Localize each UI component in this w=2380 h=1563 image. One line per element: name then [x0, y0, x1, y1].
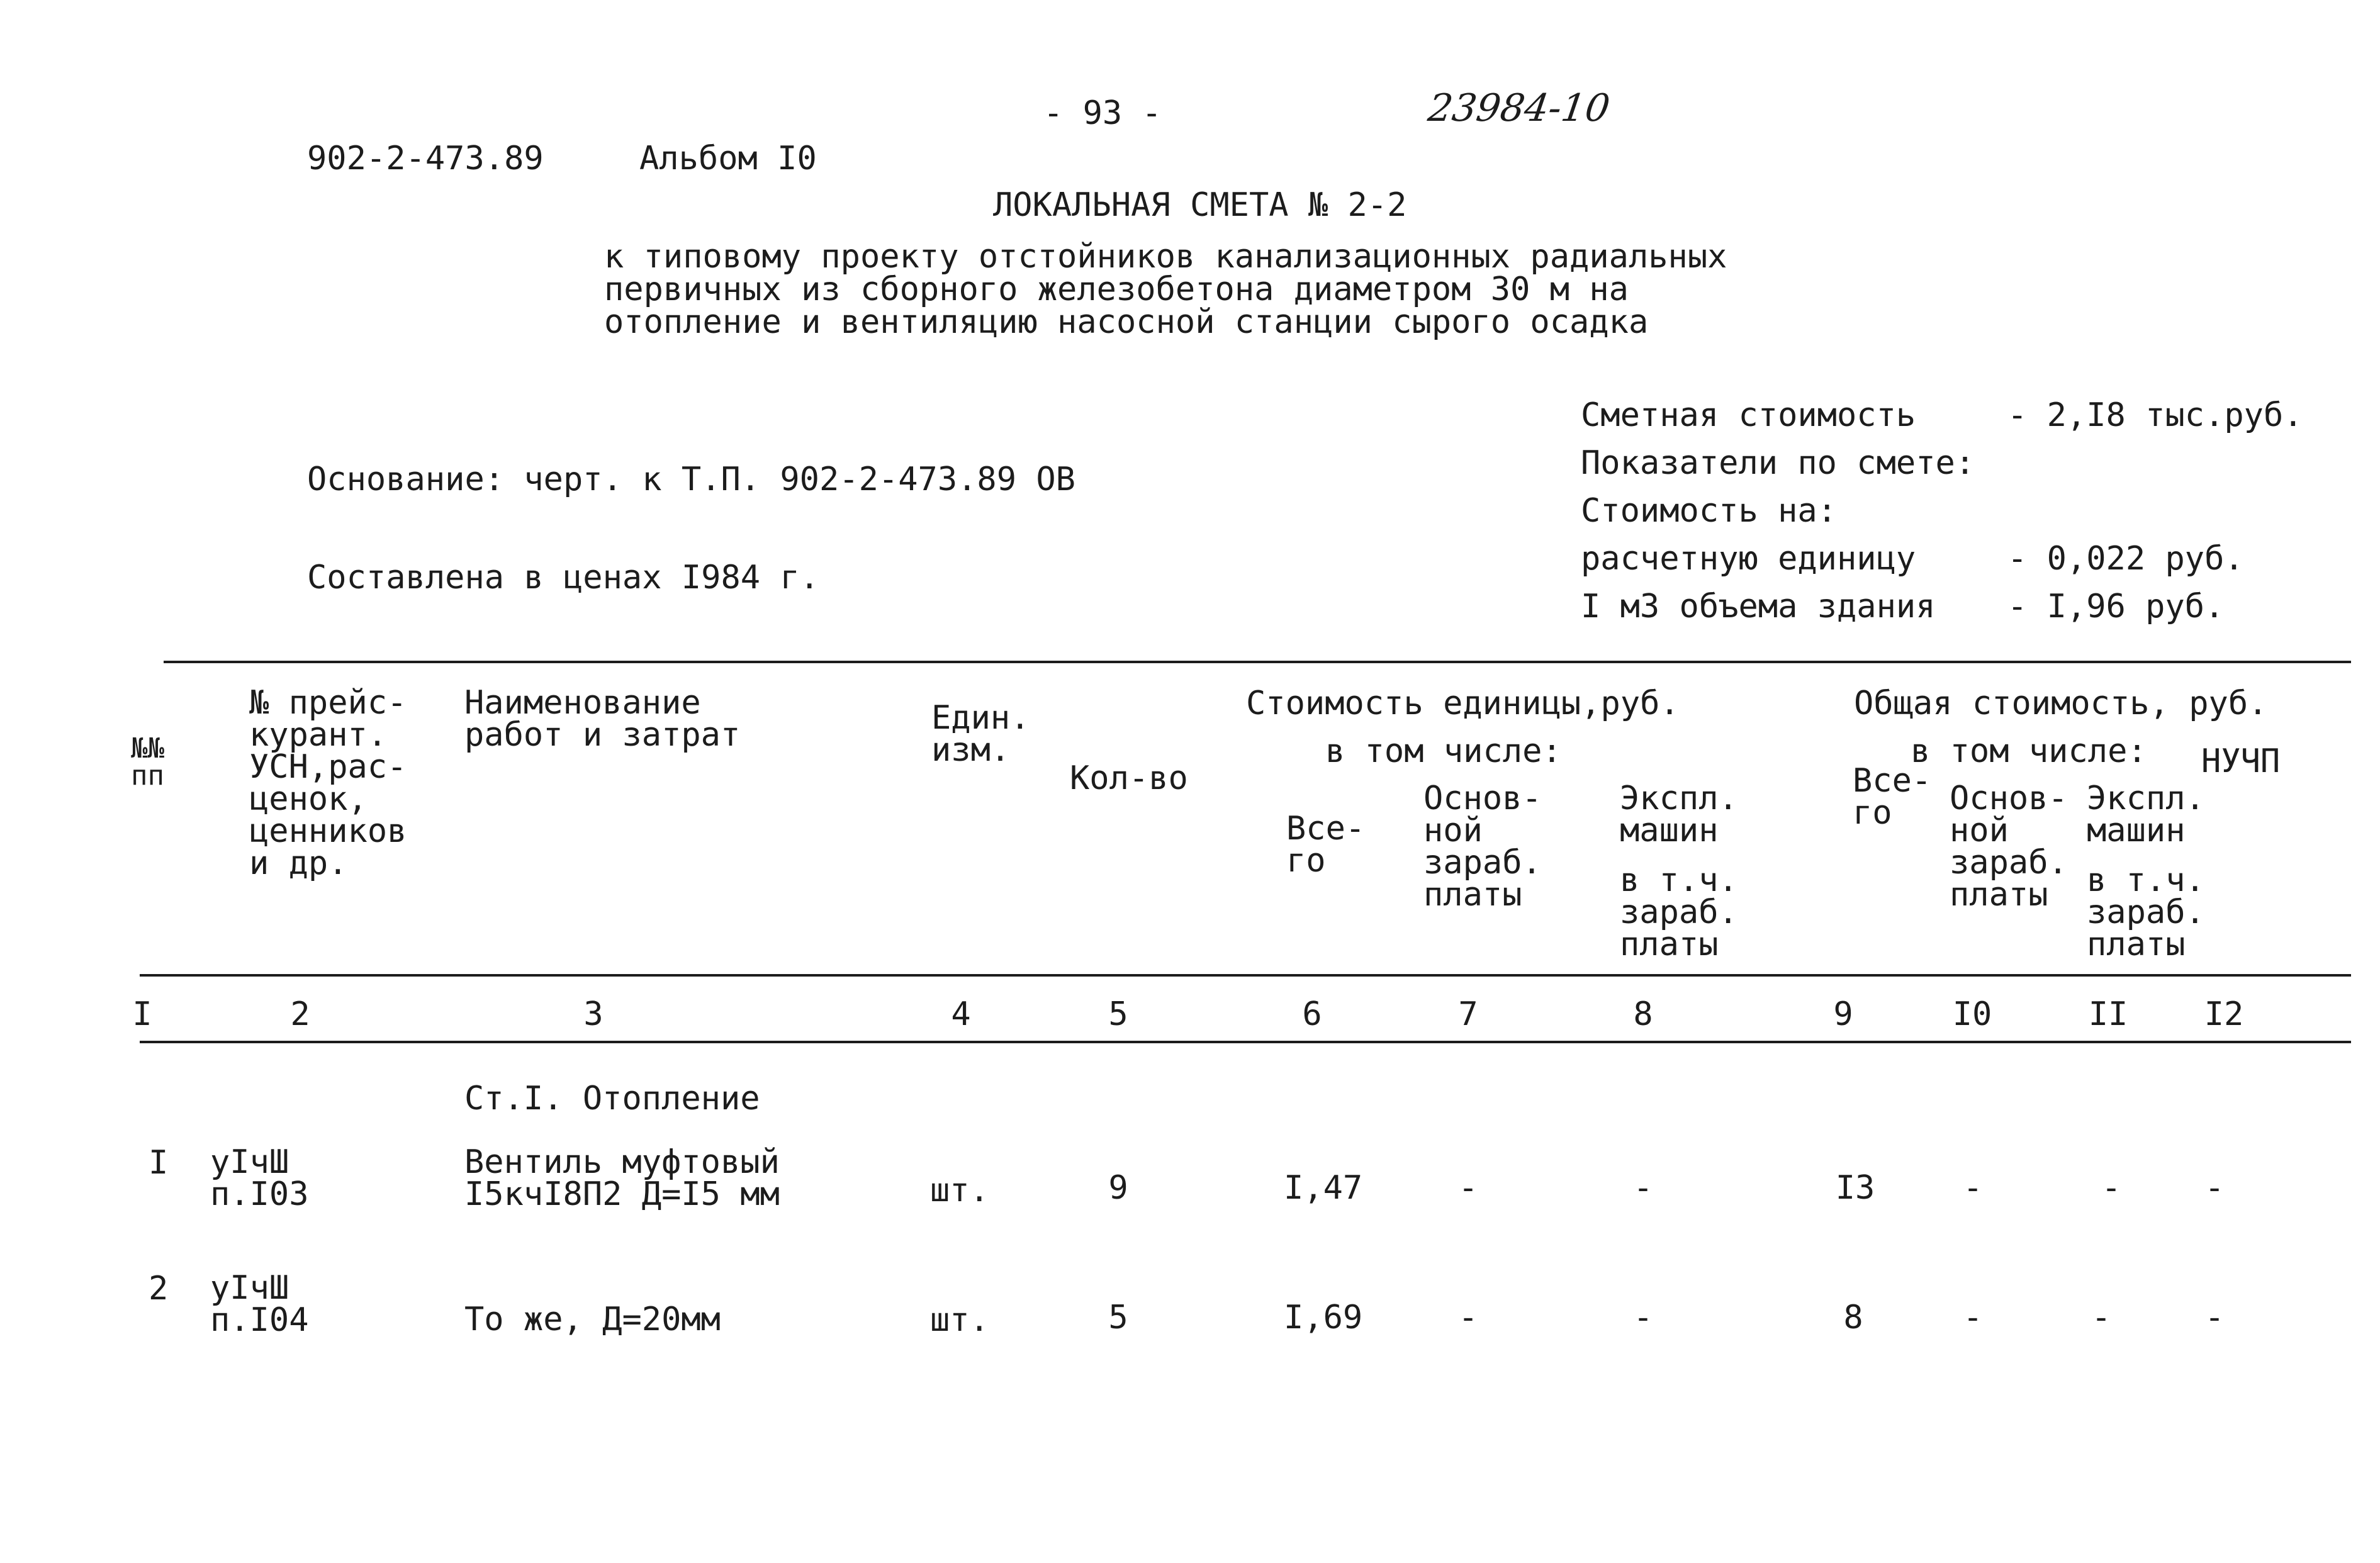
- subtitle-line-2: первичных из сборного железобетона диаметром 30 м на: [604, 271, 1629, 308]
- header-unit-machine-wage: в т.ч. зараб. платы: [1620, 861, 1738, 963]
- header-unit-machine: Экспл. машин: [1620, 780, 1738, 849]
- column-number: I: [132, 995, 152, 1033]
- header-nuchp: НУЧП: [2201, 742, 2281, 780]
- table-row-code: уIчШ п.I03: [210, 1143, 309, 1213]
- header-total-cost-group: Общая стоимость, руб.: [1854, 685, 2268, 722]
- header-unit-total: Все- го: [1286, 810, 1366, 880]
- column-number: 9: [1833, 995, 1853, 1033]
- column-number: 8: [1633, 995, 1653, 1033]
- prices-year: Составлена в ценах I984 г.: [307, 559, 819, 597]
- table-row-total-wage: -: [1963, 1169, 1983, 1207]
- table-row-number: I: [149, 1144, 169, 1182]
- column-number: 6: [1302, 995, 1322, 1033]
- page-number: - 93 -: [1043, 94, 1162, 132]
- table-row-qty: 9: [1108, 1169, 1128, 1207]
- header-total-machine-wage: в т.ч. зараб. платы: [2087, 861, 2205, 963]
- header-unit-wage: Основ- ной зараб. платы: [1423, 780, 1542, 914]
- header-unit: Един. изм.: [931, 699, 1030, 769]
- table-row-qty: 5: [1108, 1299, 1128, 1336]
- subtitle-line-1: к типовому проекту отстойников канализационных радиальных: [604, 238, 1727, 276]
- header-quantity: Кол-во: [1070, 759, 1188, 797]
- header-unit-cost-group: Стоимость единицы,руб.: [1246, 685, 1680, 722]
- table-row-unit-machine: -: [1633, 1169, 1653, 1207]
- indicators-label: Показатели по смете:: [1581, 444, 1975, 482]
- table-row-name: То же, Д=20мм: [464, 1301, 721, 1338]
- header-work-name: Наименование работ и затрат: [464, 684, 741, 754]
- table-row-total-machine: -: [2091, 1299, 2111, 1336]
- table-row-nuchp: -: [2204, 1299, 2225, 1336]
- table-row-unit: шт.: [930, 1301, 989, 1339]
- column-number: 7: [1458, 995, 1478, 1033]
- album-label: Альбом I0: [639, 140, 817, 177]
- column-number: 3: [583, 995, 603, 1033]
- doc-code: 902-2-473.89: [307, 140, 544, 177]
- table-top-rule: [164, 661, 2351, 663]
- document-title: ЛОКАЛЬНАЯ СМЕТА № 2-2: [993, 186, 1407, 224]
- column-numbers-rule: [140, 1041, 2351, 1043]
- subtitle-line-3: отопление и вентиляцию насосной станции сырого осадка: [604, 303, 1649, 341]
- basis-line: Основание: черт. к Т.П. 902-2-473.89 ОВ: [307, 461, 1075, 498]
- header-total-machine: Экспл. машин: [2087, 780, 2205, 849]
- cost-on-label: Стоимость на:: [1581, 492, 1837, 530]
- table-row-unit-total: I,47: [1284, 1169, 1363, 1207]
- header-price-list: № прейс- курант. УСН,рас- ценок, ценников и др.: [249, 684, 407, 882]
- table-row-nuchp: -: [2204, 1169, 2225, 1207]
- estimated-cost-value: - 2,I8 тыс.руб.: [2007, 396, 2303, 434]
- header-total: Все- го: [1853, 762, 1932, 832]
- table-row-total: I3: [1835, 1169, 1875, 1207]
- column-number: I0: [1952, 995, 1992, 1033]
- handwritten-number: 23984-10: [1425, 86, 1613, 130]
- column-number: II: [2088, 995, 2128, 1033]
- table-row-unit-total: I,69: [1284, 1299, 1363, 1336]
- table-row-name: Вентиль муфтовый I5кчI8П2 Д=I5 мм: [464, 1143, 780, 1213]
- per-unit-value: - 0,022 руб.: [2007, 540, 2244, 578]
- table-row-total: 8: [1843, 1299, 1863, 1336]
- table-row-unit-wage: -: [1458, 1299, 1478, 1336]
- header-bottom-rule: [140, 974, 2351, 977]
- header-unit-cost-sub: в том числе:: [1325, 732, 1562, 770]
- header-total-cost-sub: в том числе:: [1911, 732, 2147, 770]
- table-row-number: 2: [149, 1270, 169, 1308]
- table-row-total-wage: -: [1963, 1299, 1983, 1336]
- table-row-code: уIчШ п.I04: [210, 1269, 309, 1339]
- table-row-unit: шт.: [930, 1172, 989, 1209]
- column-number: 4: [951, 995, 971, 1033]
- per-m3-value: - I,96 руб.: [2007, 588, 2225, 625]
- table-row-total-machine: -: [2101, 1169, 2121, 1207]
- table-row-unit-wage: -: [1458, 1169, 1478, 1207]
- header-row-number: №№ пп: [131, 732, 164, 792]
- table-row-unit-machine: -: [1633, 1299, 1653, 1336]
- header-total-wage: Основ- ной зараб. платы: [1950, 780, 2068, 914]
- estimated-cost-label: Сметная стоимость: [1581, 396, 1916, 434]
- per-m3-label: I м3 объема здания: [1581, 588, 1936, 625]
- column-number: I2: [2204, 995, 2244, 1033]
- per-unit-label: расчетную единицу: [1581, 540, 1916, 578]
- column-number: 2: [290, 995, 310, 1033]
- column-number: 5: [1108, 995, 1128, 1033]
- section-title: Ст.I. Отопление: [464, 1080, 760, 1118]
